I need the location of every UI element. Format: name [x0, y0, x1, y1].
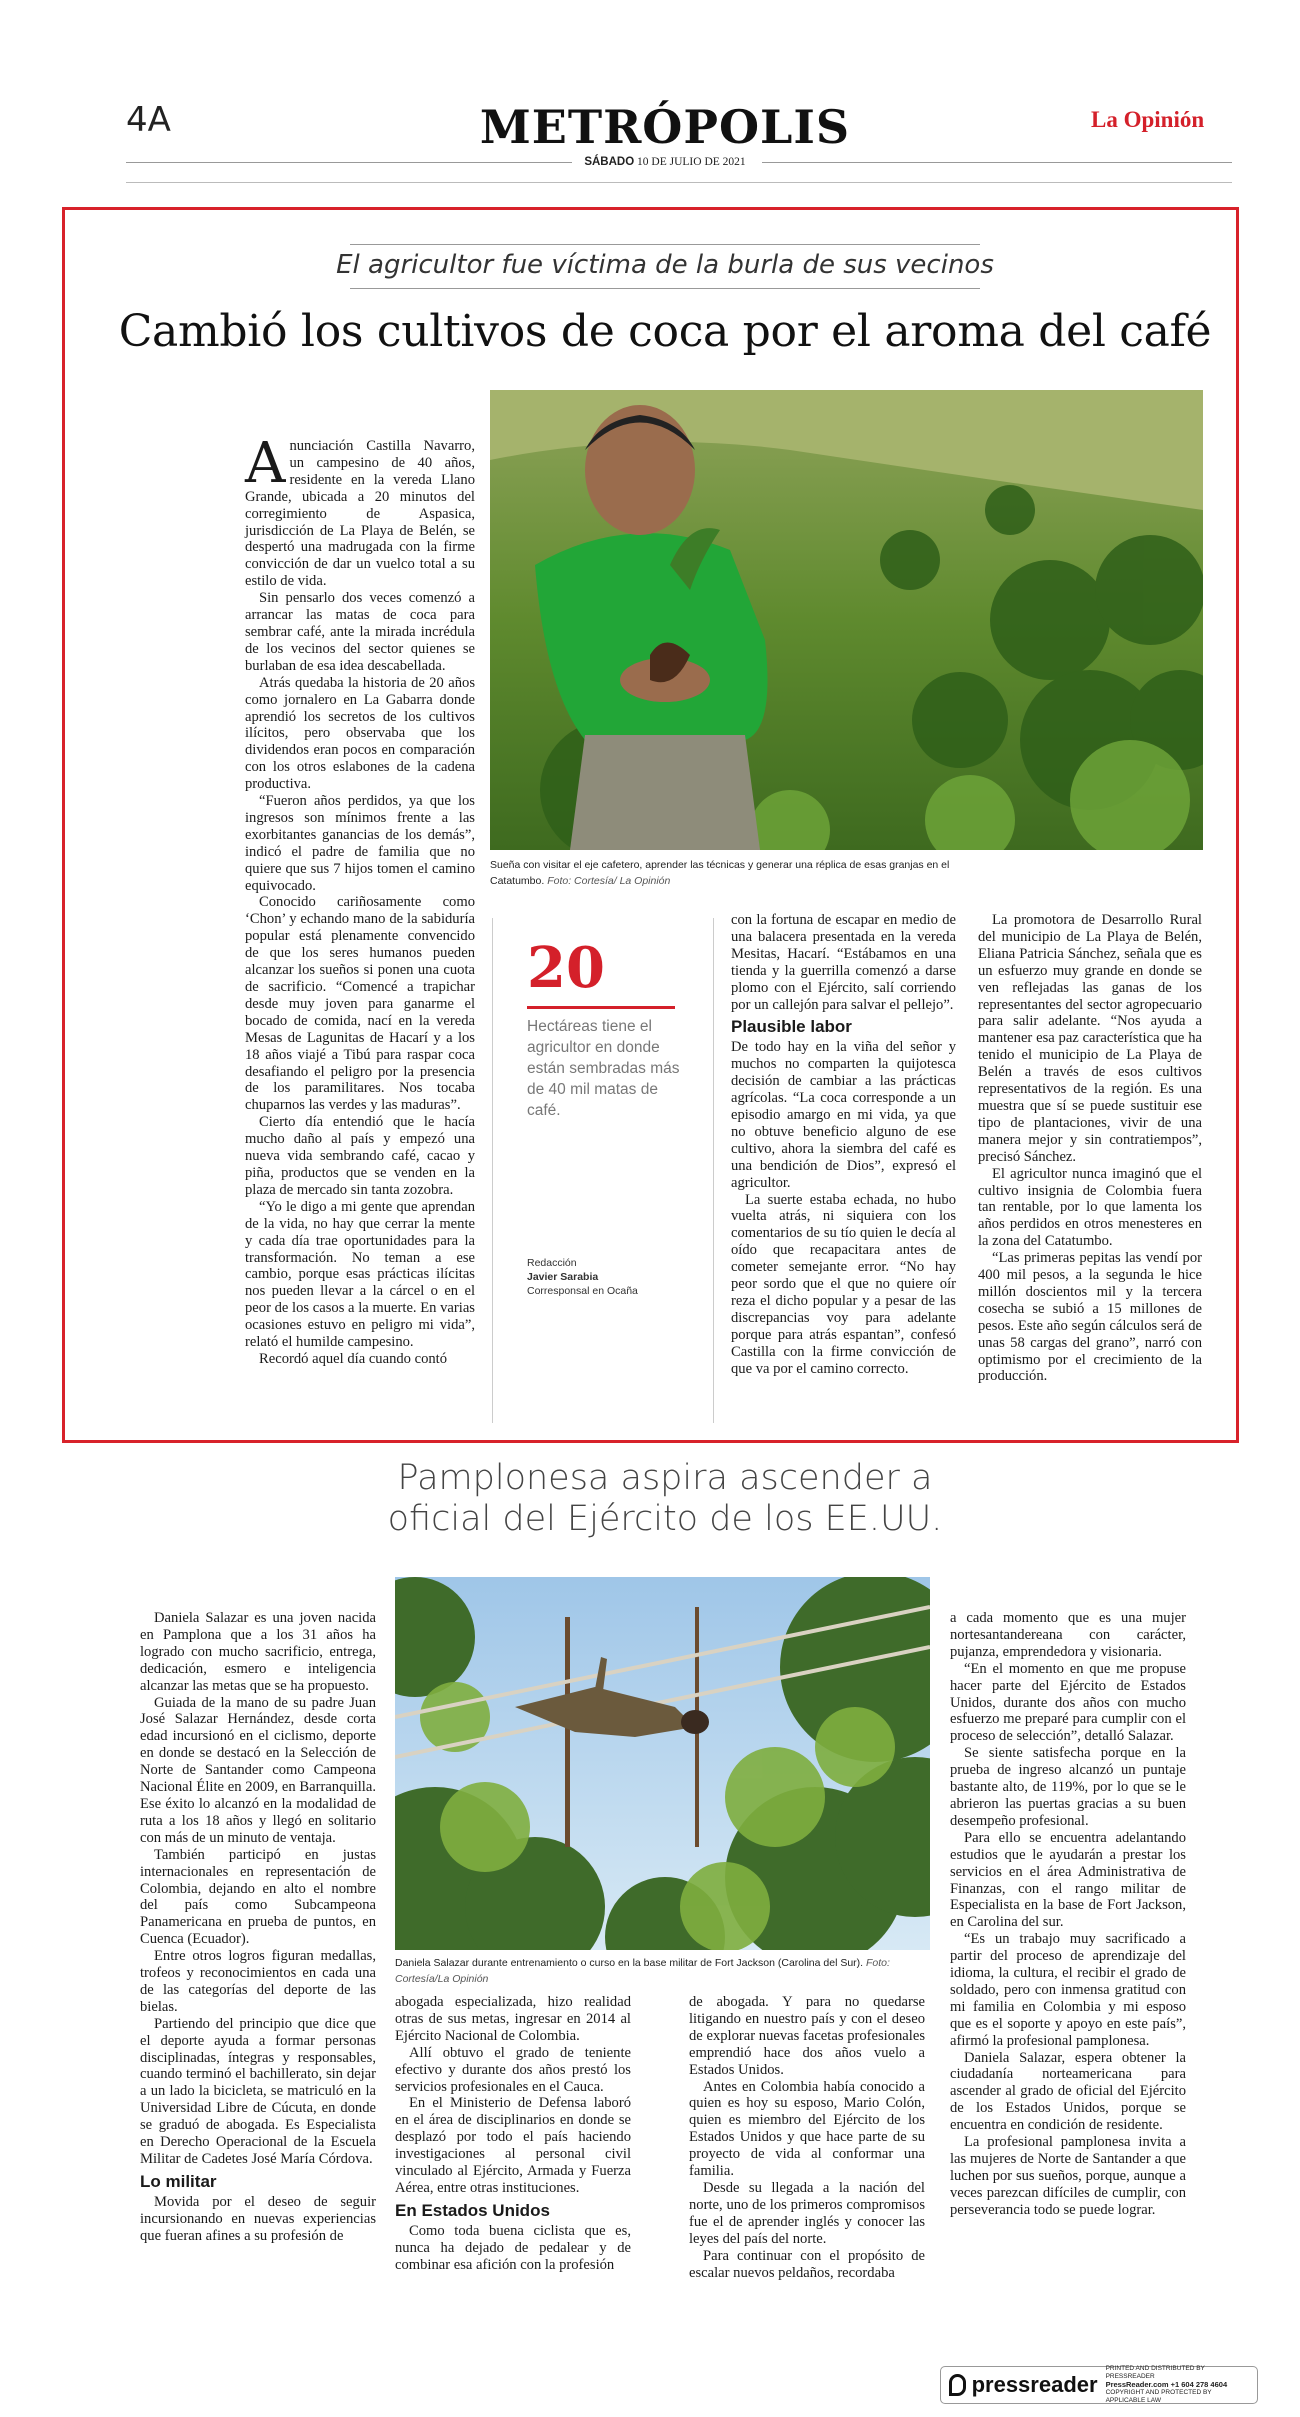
byline-name: Javier Sarabia [527, 1271, 599, 1283]
pressreader-legal [1106, 2365, 1249, 2405]
paragraph: de abogada. Y para no quedarse litigando en nuestro país y con el deseo de explorar nuevas facetas profesionales emprendió hace dos años vuelo a Estados Unidos. [689, 1994, 925, 2078]
paragraph: En el Ministerio de Defensa laboró en el área de disciplinarios en donde se desplazó por todo el país haciendo investigaciones al personal civil vinculado al Ejército, Armada y Fuerza Aérea, entre otras instituciones. [395, 2095, 631, 2196]
column-rule [492, 918, 493, 1423]
brand-logo: La Opinión [1091, 107, 1205, 132]
paragraph: La suerte estaba echada, no hubo vuelta atrás, ni siquiera con los comentarios de su tío quien le decía al oído que recapacitara antes de cometer semejante error. “No hay peor sordo que el que no quiere oír reza el dicho popular y a pesar de las discrepancias voy para adelante porque para atrás espantan”, confesó Castilla con la firme convicción de que va por el camino correcto. [731, 1191, 956, 1377]
column-rule [713, 918, 714, 1423]
legal-line-3: COPYRIGHT AND PROTECTED BY APPLICABLE LAW [1105, 2389, 1212, 2404]
article1-column-1 [245, 431, 475, 1368]
paragraph: “Las primeras pepitas las vendí por 400 mil pesos, a la segunda le hice millón doscientos mil y la tercera cosecha se subió a 15 millones de pesos. Este año según cálculos será de unas 58 cargas del grano”, narró con optimismo por el crecimiento de la producción. [978, 1250, 1202, 1385]
paragraph: a cada momento que es una mujer nortesantandereana con carácter, pujanza, emprendedora y visionaria. [950, 1610, 1186, 1660]
subhead-plausible-labor: Plausible labor [731, 1017, 852, 1037]
pressreader-badge[interactable] [940, 2366, 1258, 2404]
training-photo-image [395, 1577, 930, 1950]
paragraph: “Fueron años perdidos, ya que los ingresos son mínimos frente a las exorbitantes ganancias de los demás”, indicó el padre de familia que no quiere que sus 7 hijos tomen el camino equivocado. [245, 793, 475, 894]
paragraph: abogada especializada, hizo realidad otras de sus metas, ingresar en 2014 al Ejército Nacional de Colombia. [395, 1994, 631, 2044]
photo-caption [490, 857, 950, 889]
article-headline: Cambió los cultivos de coca por el aroma del café [118, 306, 1212, 357]
byline-label: Redacción [527, 1257, 577, 1269]
article2-column-1 [140, 1610, 376, 2245]
photo-credit: Foto: Cortesía/La Opinión [395, 1957, 890, 1985]
training-photo [395, 1577, 930, 1950]
article-kicker: El agricultor fue víctima de la burla de sus vecinos [336, 250, 994, 280]
article2-column-4 [950, 1610, 1186, 2219]
kicker-rule-top [350, 244, 980, 245]
header-rule-bottom [126, 182, 1232, 183]
paragraph: La promotora de Desarrollo Rural del municipio de La Playa de Belén, Eliana Patricia Sánchez, señala que es un esfuerzo muy grande en donde se ven reflejadas las ganas de los representantes del sector agropecuario para salir adelante. “Nos ayuda a mantener esa paz característica que ha tenido el municipio de La Playa de Belén a través de esos cultivos representativos de la región. Es una muestra que sí se puede sustituir ese tipo de plantaciones, vivir de una manera mejor y sin contratiempos”, precisó Sánchez. [978, 912, 1202, 1165]
paragraph: Para continuar con el propósito de escalar nuevos peldaños, recordaba [689, 2247, 925, 2281]
article2-column-3 [689, 1994, 925, 2281]
paragraph: Antes en Colombia había conocido a quien es hoy su esposo, Mario Colón, quien es miembro del Ejército de los Estados Unidos y que hace parte de su proyecto de vida al conformar una familia. [689, 2078, 925, 2180]
farmer-photo [490, 390, 1203, 850]
kicker-rule-bottom [350, 288, 980, 289]
stat-text: Hectáreas tiene el agricultor en donde están sembradas más de 40 mil matas de café. [527, 1018, 680, 1119]
paragraph: Allí obtuvo el grado de teniente efectivo y durante dos años prestó los servicios profesionales en el Cauca. [395, 2044, 631, 2095]
paragraph: Conocido cariñosamente como ‘Chon’ y echando mano de la sabiduría popular está plenamente convencido de que los seres humanos pueden alcanzar los sueños si ponen una cuota de sacrificio. “Comencé a trapichar desde muy joven para ganarme el bocado de comida, nací en la vereda Mesas de Lagunitas de Hacarí y a los 18 años viajé a Tibú para raspar coca desafiando el peligro por la presencia de los paramilitares. Nos tocaba chuparnos las verdes y las maduras”. [245, 894, 475, 1114]
paragraph: El agricultor nunca imaginó que el cultivo insignia de Colombia fuera tan rentable, por lo que lamenta los años perdidos en otros menesteres en la zona del Catatumbo. [978, 1165, 1202, 1250]
paragraph: Entre otros logros figuran medallas, trofeos y reconocimientos en cada una de las categorías del deporte de las bielas. [140, 1948, 376, 2015]
paragraph: “Yo le digo a mi gente que aprendan de la vida, no hay que cerrar la mente y cada día trae oportunidades para la transformación. No teman a ese cambio, porque esas prácticas ilícitas nos pueden llevar a la cárcel o en el peor de los casos a la muerte. En varias ocasiones estuvo en peligro mi vida”, relató el humilde campesino. [245, 1198, 475, 1351]
article2-column-2 [395, 1994, 631, 2274]
farmer-photo-image [490, 390, 1203, 850]
paragraph: Sin pensarlo dos veces comenzó a arrancar las matas de coca para sembrar café, ante la mirada incrédula de los vecinos del sector quienes se burlaban de esa idea descabellada. [245, 590, 475, 674]
article1-column-3 [731, 912, 956, 1377]
date-rest: 10 DE JULIO DE 2021 [637, 156, 746, 168]
paragraph: “En el momento en que me propuse hacer parte del Ejército de Estados Unidos, durante dos años con mucho esfuerzo me preparé para cumplir con el proceso de selección”, detalló Salazar. [950, 1660, 1186, 1745]
headline-line-2: oficial del Ejército de los EE.UU. [387, 1499, 943, 1539]
paragraph: Recordó aquel día cuando contó [259, 1350, 448, 1367]
paragraph: Se siente satisfecha porque en la prueba de ingreso alcanzó un puntaje bastante alto, de 119%, por lo que se le abrieron las puertas gracias a su buen desempeño profesional. [950, 1745, 1186, 1829]
paragraph: También participó en justas internacionales en representación de Colombia, dejando en alto el nombre del país como Subcampeona Panamericana en prueba de puntos, en Cuenca (Ecuador). [140, 1846, 376, 1948]
stat-rule [527, 1006, 675, 1009]
paragraph: Guiada de la mano de su padre Juan José Salazar Hernández, desde corta edad incursionó en el ciclismo, deporte en donde se destacó en la Selección de Norte de Santander como Campeona Nacional Élite en 2009, en Barranquilla. Ese éxito lo alcanzó en la modalidad de ruta a los 18 años y llegó en solitario con más de un minuto de ventaja. [140, 1694, 376, 1846]
paragraph: con la fortuna de escapar en medio de una balacera presentada en la vereda Mesitas, Hacarí. “Estábamos en una tienda y la guerrilla comenzó a darse plomo con el Ejército, salí corriendo por un callejón para salvar el pellejo”. [731, 912, 956, 1013]
subhead-lo-militar: Lo militar [140, 2171, 217, 2191]
article2-headline [0, 1458, 1300, 1540]
photo-credit: Foto: Cortesía/ La Opinión [547, 875, 671, 887]
dropcap: A [245, 431, 286, 496]
paragraph: Daniela Salazar, espera obtener la ciudadanía norteamericana para ascender al grado de oficial del Ejército de los Estados Unidos, porque se encuentra en condición de residente. [950, 2049, 1186, 2134]
paragraph: Atrás quedaba la historia de 20 años como jornalero en La Gabarra donde aprendió los secretos de los cultivos ilícitos, pero observaba que los dividendos eran pocos en comparación con los otros eslabones de la cadena productiva. [245, 674, 475, 793]
headline-line-1: Pamplonesa aspira ascender a [397, 1458, 933, 1498]
byline-role: Corresponsal en Ocaña [527, 1285, 638, 1297]
stat-number: 20 [527, 935, 605, 1001]
legal-line-1: PRINTED AND DISTRIBUTED BY PRESSREADER [1105, 2365, 1205, 2380]
date-day: SÁBADO [584, 156, 635, 168]
page-number: 4A [126, 100, 171, 140]
paragraph: “Es un trabajo muy sacrificado a partir del proceso de aprendizaje del idioma, la cultura, el recibir el grado de soldado, pero con inmensa gratitud con mi familia en Colombia y mi esposo que es el soporte y apoyo en este país”, afirmó la profesional pamplonesa. [950, 1931, 1186, 2049]
paragraph: Movida por el deseo de seguir incursionando en nuevas experiencias que fueran afines a su profesión de [140, 2193, 376, 2244]
paragraph: De todo hay en la viña del señor y muchos no comparten la quijotesca decisión de cambiar a las prácticas agrícolas. “La coca corresponde a un episodio amargo en mi vida, ya que no obtuve beneficio alguno de ese cultivo, ahora la siembra del café es una bendición de Dios”, expresó el agricultor. [731, 1039, 956, 1191]
legal-line-2: PressReader.com +1 604 278 4604 [1105, 2380, 1228, 2389]
pressreader-wordmark: pressreader [971, 2372, 1098, 2397]
pressreader-icon [949, 2374, 966, 2396]
paragraph: Para ello se encuentra adelantando estudios que le ayudarán a prestar los servicios en el área Administrativa de Finanzas, con el rango militar de Especialista en la base de Fort Jackson, en Carolina del sur. [950, 1829, 1186, 1931]
section-title: METRÓPOLIS [479, 100, 851, 154]
caption-text: Sueña con visitar el eje cafetero, aprender las técnicas y generar una réplica de esas granjas en el Catatumbo. [490, 859, 950, 887]
subhead-en-estados-unidos: En Estados Unidos [395, 2200, 550, 2220]
paragraph: Desde su llegada a la nación del norte, uno de los primeros compromisos fue el de aprender inglés y conocer las leyes del país del norte. [689, 2179, 925, 2247]
paragraph: Cierto día entendió que le hacía mucho daño al país y empezó una nueva vida sembrando café, cacao y piña, productos que se venden en la plaza de mercado sin tanta zozobra. [245, 1114, 475, 1198]
paragraph: Como toda buena ciclista que es, nunca ha dejado de pedalear y de combinar esa afición con la profesión [395, 2222, 631, 2273]
photo-caption [395, 1955, 915, 1987]
paragraph: Partiendo del principio que dice que el deporte ayuda a formar personas disciplinadas, íntegras y responsables, cuando terminó el bachillerato, sin dejar a un lado la bicicleta, se matriculó en la Universidad Libre de Cúcuta, en donde se graduó de abogada. Es Especialista en Derecho Operacional de la Escuela Militar de Cadetes José María Córdova. [140, 2015, 376, 2167]
page-date [0, 156, 1300, 168]
article1-column-4 [978, 912, 1202, 1385]
caption-text: Daniela Salazar durante entrenamiento o curso en la base militar de Fort Jackson (Carolina del Sur). [395, 1957, 864, 1969]
paragraph: Daniela Salazar es una joven nacida en Pamplona que a los 31 años ha logrado con mucho sacrificio, entrega, dedicación, esmero e inteligencia alcanzar las metas que se ha propuesto. [140, 1610, 376, 1694]
paragraph: nunciación Castilla Navarro, un campesino de 40 años, residente en la vereda Llano Grande, ubicada a 20 minutos del corregimiento de Aspasica, jurisdicción de La Playa de Belén, se despertó una madrugada con la firme convicción de dar un vuelco total a su estilo de vida. [245, 438, 475, 590]
paragraph: La profesional pamplonesa invita a las mujeres de Norte de Santander a que luchen por sus sueños, porque, aunque a veces parezcan difíciles de cumplir, con perseverancia todo se puede lograr. [950, 2134, 1186, 2218]
byline [527, 1256, 638, 1298]
